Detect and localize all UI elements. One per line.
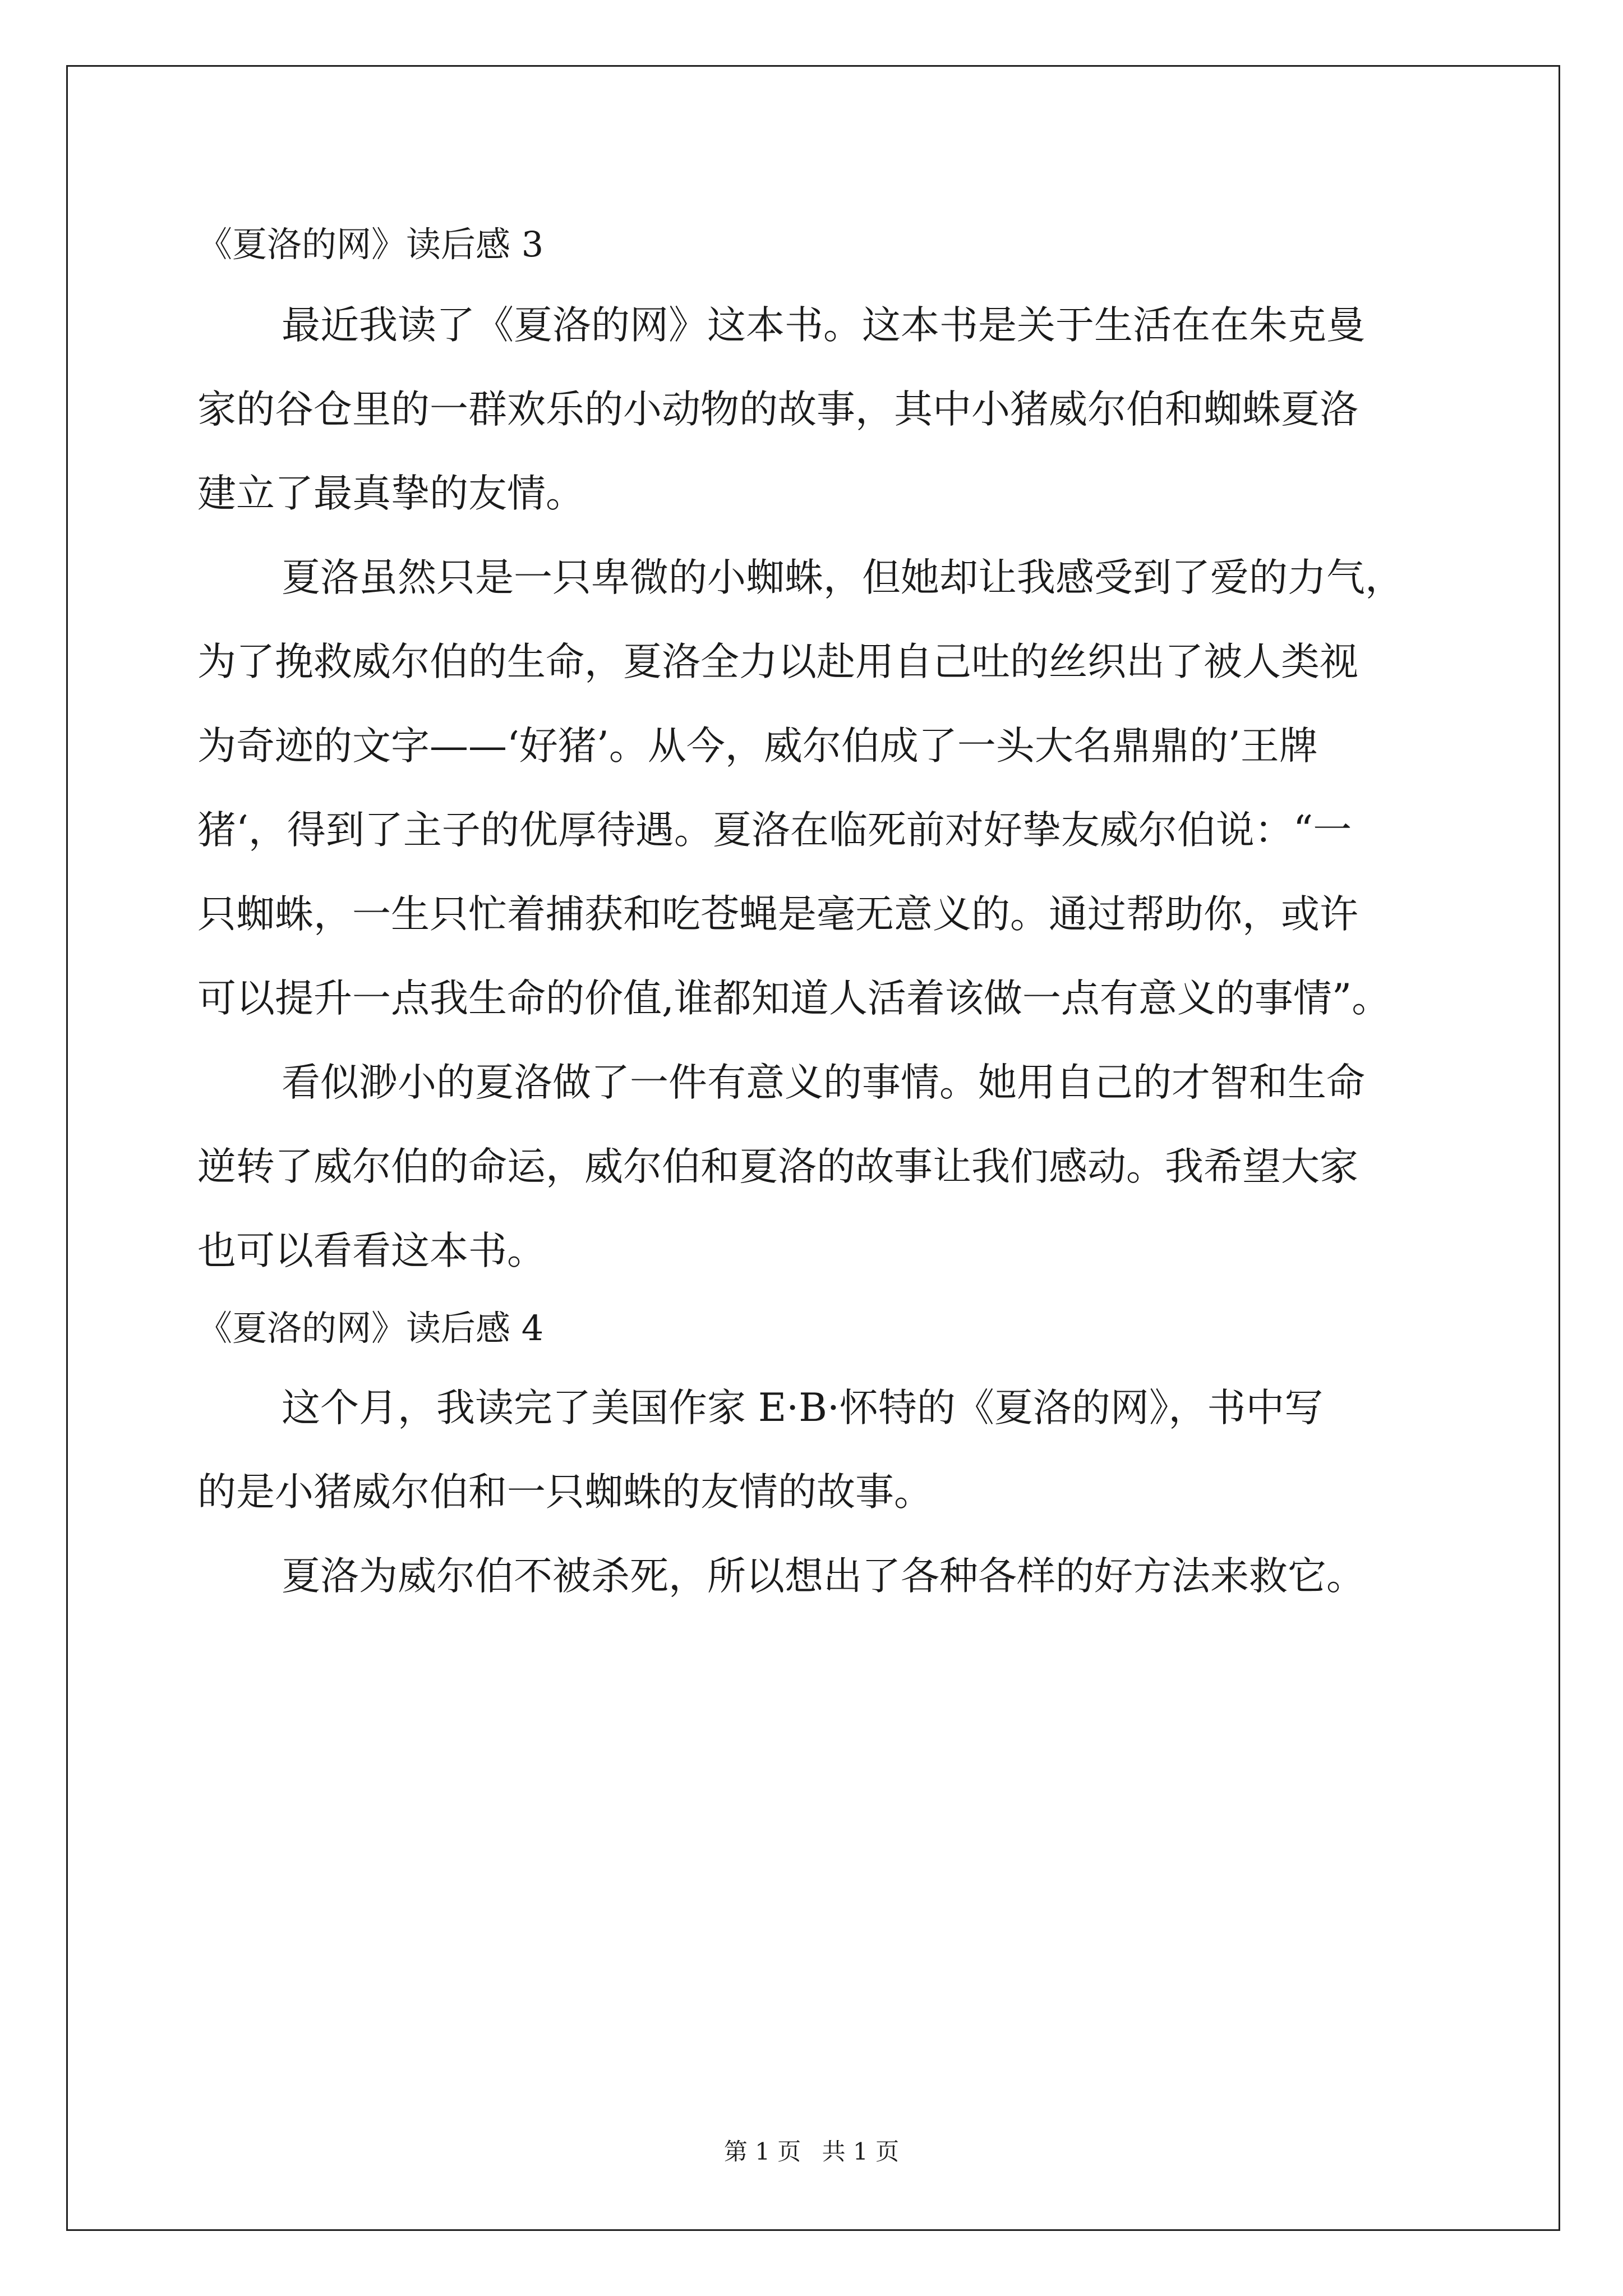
paragraph-line: 建立了最真挚的友情。: [197, 471, 584, 516]
paragraph-line: 夏洛虽然只是一只卑微的小蜘蛛，但她却让我感受到了爱的力气，: [282, 555, 1404, 600]
page-total: 共 1 页: [822, 2138, 900, 2165]
paragraph-line: 只蜘蛛，一生只忙着捕获和吃苍蝇是毫无意义的。通过帮助你，或许: [197, 892, 1358, 937]
paragraph-line: 也可以看看这本书。: [197, 1228, 546, 1273]
paragraph-line: 猪‘，得到了主子的优厚待遇。夏洛在临死前对好挚友威尔伯说：“一: [197, 808, 1352, 853]
paragraph-line: 为奇迹的文字——‘好猪’。从今，威尔伯成了一头大名鼎鼎的’王牌: [197, 724, 1318, 769]
page-footer: [0, 2136, 1623, 2168]
paragraph-line: 逆转了威尔伯的命运，威尔伯和夏洛的故事让我们感动。我希望大家: [197, 1144, 1358, 1189]
paragraph-line: 夏洛为威尔伯不被杀死，所以想出了各种各样的好方法来救它。: [282, 1554, 1365, 1599]
paragraph-line: 家的谷仓里的一群欢乐的小动物的故事，其中小猪威尔伯和蜘蛛夏洛: [197, 387, 1358, 432]
paragraph-line: 这个月，我读完了美国作家 E·B·怀特的《夏洛的网》，书中写: [282, 1386, 1324, 1430]
document-body: [197, 222, 1482, 1599]
paragraph-line: 为了挽救威尔伯的生命，夏洛全力以赴用自己吐的丝织出了被人类视: [197, 639, 1358, 684]
paragraph-line: 可以提升一点我生命的价值,谁都知道人活着该做一点有意义的事情”。: [197, 976, 1391, 1021]
paragraph-line: 看似渺小的夏洛做了一件有意义的事情。她用自己的才智和生命: [282, 1060, 1365, 1105]
section-title: 《夏洛的网》读后感 3: [197, 224, 544, 265]
page-number: 第 1 页: [723, 2138, 801, 2165]
section-title: 《夏洛的网》读后感 4: [197, 1308, 544, 1349]
paragraph-line: 的是小猪威尔伯和一只蜘蛛的友情的故事。: [197, 1470, 933, 1515]
paragraph-line: 最近我读了《夏洛的网》这本书。这本书是关于生活在在朱克曼: [282, 303, 1365, 348]
